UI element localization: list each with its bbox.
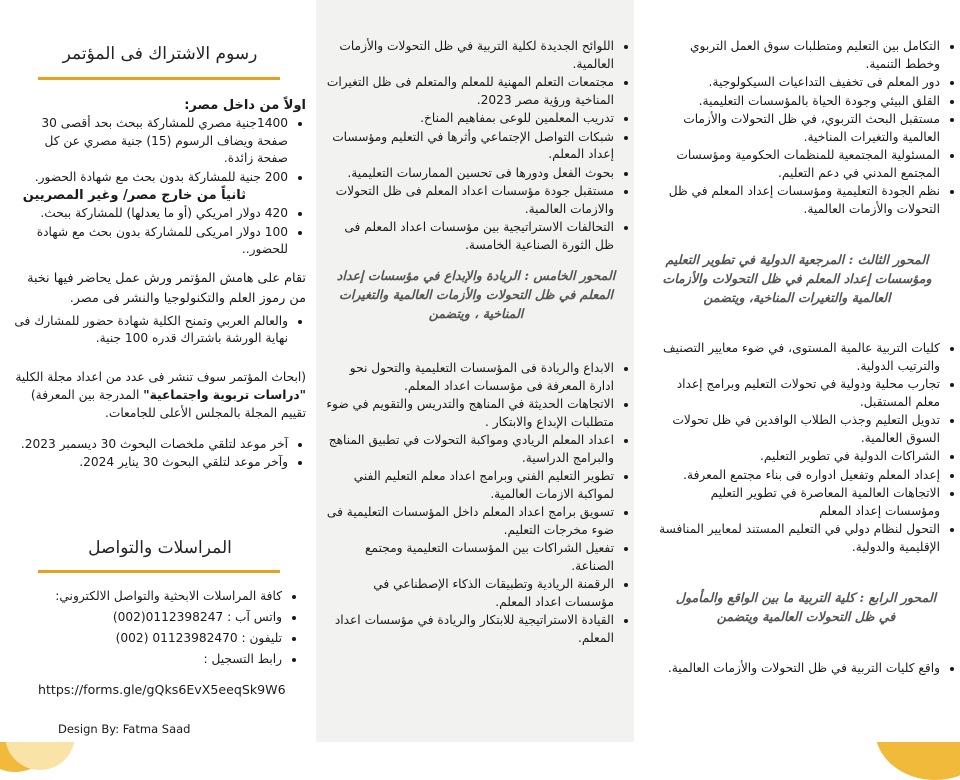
list-item: • القلق البيئي وجودة الحياة بالمؤسسات التعليمية.	[654, 93, 940, 111]
design-credit: Design By: Fatma Saad	[58, 722, 191, 736]
right-mid-list	[654, 340, 958, 557]
fees-title: رسوم الاشتراك فى المؤتمر	[62, 44, 258, 64]
list-item: • بحوث الفعل ودورها فى تحسين الممارسات التعليمية.	[322, 165, 614, 183]
contact-title: المراسلات والتواصل	[88, 538, 232, 558]
list-item: • الرقمنة الريادية وتطبيقات الذكاء الإصطناعي في مؤسسات اعداد المعلم.	[322, 576, 614, 611]
publication-note	[10, 368, 306, 422]
list-item: • تدويل التعليم وجذب الطلاب الوافدين في ظل تحولات السوق العالمية.	[654, 412, 940, 447]
list-item: • تفعيل الشراكات بين المؤسسات التعليمية ومجتمع الصناعة.	[322, 540, 614, 575]
list-item: • تسويق برامج اعداد المعلم داخل المؤسسات التعليمية فى ضوء مخرجات التعليم.	[322, 504, 614, 539]
axis-five-column	[316, 0, 634, 742]
fees-section	[10, 97, 306, 473]
axis-three-heading: المحور الثالث : المرجعية الدولية في تطوير التعليم ومؤسسات إعداد المعلم في ظل التحولات والأزمات العالمية والتغيرات المناخية، ويتضمن	[662, 252, 932, 305]
workshop-list	[10, 313, 306, 348]
contact-list	[40, 586, 300, 670]
list-item: • المسئولية المجتمعية للمنظمات الحكومية ومؤسسات المجتمع المدني في دعم التعليم.	[654, 147, 940, 182]
list-item: • نظم الجودة التعليمية ومؤسسات إعداد المعلم في ظل التحولات والأزمات العالمية.	[654, 183, 940, 218]
axis-four-heading: المحور الرابع : كلية التربية ما بين الواقع والمأمول في ظل التحولات العالمية ويتضمن	[675, 590, 937, 624]
list-item: • اللوائح الجديدة لكلية التربية في ظل التحولات والأزمات العالمية.	[322, 38, 614, 73]
deadline-list	[10, 436, 306, 472]
inside-egypt-heading: اولاً من داخل مصر:	[184, 98, 306, 113]
list-item: • الاتجاهات العالمية المعاصرة في تطوير التعليم ومؤسسات إعداد المعلم	[654, 485, 940, 520]
axis-five-heading: المحور الخامس : الريادة والإبداع في مؤسسات إعداد المعلم في ظل التحولات والأزمات العالمية والتغيرات المناخية ، ويتضمن	[336, 268, 616, 321]
list-item: • رابط التسجيل :	[40, 649, 282, 669]
list-item: • الشراكات الدولية في تطوير التعليم.	[654, 448, 940, 466]
inside-egypt-list	[10, 115, 306, 186]
list-item: • وآخر موعد لتلقي البحوث 30 يناير 2024.	[10, 454, 288, 472]
workshop-text: تقام على هامش المؤتمر ورش عمل يحاضر فيها نخبة من رموز العلم والتكنولوجيا والنشر فى مصر.	[27, 270, 306, 306]
list-item: • إعداد المعلم وتفعيل ادواره فى بناء مجتمع المعرفة.	[654, 467, 940, 485]
list-item: • تجارب محلية ودولية في تحولات التعليم وبرامج إعداد معلم المستقبل.	[654, 376, 940, 411]
list-item: • التحول لنظام دولي في التعليم المستند لمعايير المنافسة الإقليمية والدولية.	[654, 521, 940, 556]
list-item: • الابداع والريادة فى المؤسسات التعليمية والتحول نحو ادارة المعرفة فى مؤسسات اعداد المعلم.	[322, 360, 614, 395]
list-item: • واقع كليات التربية في ظل التحولات والأزمات العالمية.	[654, 660, 940, 678]
list-item: • 200 جنية للمشاركة بدون بحث مع شهادة الحضور.	[10, 169, 288, 187]
outside-egypt-list	[10, 205, 306, 259]
list-item: • القيادة الاستراتيجية للابتكار والريادة في مؤسسات اعداد المعلم.	[322, 612, 614, 647]
middle-top-list	[322, 38, 632, 255]
list-item: • تطوير التعليم الفني وبرامج اعداد معلم التعليم الفني لمواكبة الازمات العالمية.	[322, 468, 614, 503]
list-item: • كليات التربية عالمية المستوى، في ضوء معايير التصنيف والترتيب الدولية.	[654, 340, 940, 375]
list-item: • التحالفات الاستراتيجية بين مؤسسات اعداد المعلم فى ظل الثورة الصناعية الخامسة.	[322, 219, 614, 254]
list-item: • واتس آب : 0112398247(002)	[40, 607, 282, 627]
middle-bottom-list	[322, 360, 632, 648]
publication-suffix: المدرجة بين المعرفة) تقييم المجلة بالمجلس الأعلى للجامعات.	[30, 387, 306, 420]
list-item: • كافة المراسلات الابحثية والتواصل الالكتروني:	[40, 586, 282, 606]
right-bottom-list	[654, 660, 958, 679]
axes-three-four-column	[634, 0, 960, 742]
journal-name: "دراسات تربوية واجتماعية"	[143, 387, 306, 402]
list-item: • تليفون : 01123982470 (002)	[40, 628, 282, 648]
list-item: • مجتمعات التعلم المهنية للمعلم والمتعلم فى ظل التغيرات المناخية ورؤية مصر 2023.	[322, 74, 614, 109]
list-item: • 1400جنية مصري للمشاركة ببحث بحد أقصى 30 صفحة ويضاف الرسوم (15) جنية مصري عن كل صفحة زائدة.	[10, 115, 288, 168]
outside-egypt-heading: ثانياً من خارج مصر/ وغير المصريين	[22, 188, 246, 203]
list-item: • والعالم العربي وتمنح الكلية شهادة حضور للمشارك فى نهاية الورشة باشتراك قدره 100 جنية.	[10, 313, 288, 348]
list-item: • 100 دولار امريكى للمشاركة بدون بحث مع شهادة للحضور..	[10, 224, 288, 259]
fees-contact-column	[0, 0, 316, 742]
list-item: • شبكات التواصل الإجتماعي وأثرها في التعليم ومؤسسات إعداد المعلم.	[322, 129, 614, 164]
list-item: • الاتجاهات الحديثة في المناهج والتدريس والتقويم في ضوء متطلبات الإبداع والابتكار .	[322, 396, 614, 431]
list-item: • آخر موعد لتلقي ملخصات البحوث 30 ديسمبر 2023.	[10, 436, 288, 454]
list-item: • مستقبل البحث التربوي، في ظل التحولات والأزمات العالمية والتغيرات المناخية.	[654, 111, 940, 146]
contact-title-rule	[38, 570, 280, 573]
list-item: • مستقبل جودة مؤسسات اعداد المعلم فى ظل التحولات والازمات العالمية.	[322, 183, 614, 218]
list-item: • تدريب المعلمين للوعى بمفاهيم المناخ.	[322, 110, 614, 128]
list-item: • 420 دولار امريكي (أو ما يعدلها) للمشاركة ببحث.	[10, 205, 288, 223]
fees-title-rule	[38, 77, 280, 80]
list-item: • اعداد المعلم الريادي ومواكبة التحولات في تطبيق المناهج والبرامج الدراسية.	[322, 432, 614, 467]
registration-link[interactable]: https://forms.gle/gQks6EvX5eeqSk9W6	[38, 682, 286, 697]
list-item: • التكامل بين التعليم ومتطلبات سوق العمل التربوي وخطط التنمية.	[654, 38, 940, 73]
publication-prefix: (ابحاث المؤتمر سوف تنشر فى عدد من اعداد مجلة الكلية	[15, 369, 306, 384]
list-item: • دور المعلم فى تخفيف التداعيات السيكولوجية.	[654, 74, 940, 92]
right-top-list	[654, 38, 958, 219]
